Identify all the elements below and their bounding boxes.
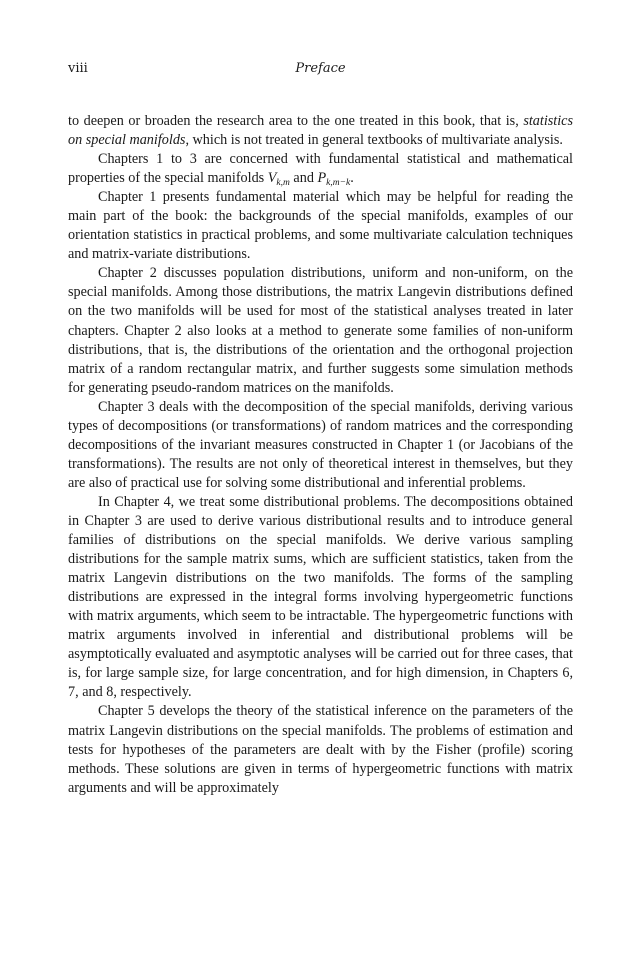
paragraph xyxy=(68,150,573,188)
paragraph xyxy=(68,398,573,493)
text-run: Chapter 1 presents fundamental material which may be helpful for reading the main part of the book: the backgrounds of the special manifolds, examples of our orientation statistics in practical problems, and some multivariate calculation techniques and matrix-variate distributions. xyxy=(68,189,573,263)
paragraph xyxy=(68,702,573,797)
math-symbol: $P_{k,m-k}$ xyxy=(317,170,351,189)
math-symbol: $V_{k,m}$ xyxy=(267,170,290,189)
running-title: Preface xyxy=(295,61,346,76)
text-run: Chapter 5 develops the theory of the statistical inference on the parameters of the matrix Langevin distributions on the special manifolds. The problems of estimation and tests for hypotheses of the parameters are dealt with by the Fisher (profile) scoring methods. These solutions are given in terms of hypergeometric functions with matrix arguments and will be approximately xyxy=(68,703,573,796)
text-run: , which is not treated in general textbooks of multivariate analysis. xyxy=(185,132,563,149)
running-head xyxy=(68,61,573,79)
emphasized-text: statistics on special manifolds xyxy=(68,113,573,149)
paragraph xyxy=(68,188,573,264)
text-run: and xyxy=(289,170,318,187)
text-run: Chapters 1 to 3 are concerned with fundamental statistical and mathematical properties of the special manifolds xyxy=(68,151,573,187)
body-text xyxy=(68,112,573,798)
paragraph xyxy=(68,493,573,703)
paragraph xyxy=(68,264,573,397)
text-run: to deepen or broaden the research area to the one treated in this book, that is, xyxy=(68,113,524,129)
text-run: Chapter 2 discusses population distributions, uniform and non-uniform, on the special manifolds. Among those distributions, the matrix Langevin distributions defined on the two manifolds will be used for most of the statistical analyses treated in later chapters. Chapter 2 also looks at a method to generate some families of non-uniform distributions, that is, the distributions of the orientation and the orthogonal projection matrix of a random rectangular matrix, and further suggests some simulation methods for generating pseudo-random matrices on the manifolds. xyxy=(68,265,573,396)
page-number: viii xyxy=(68,61,88,76)
text-run: . xyxy=(350,170,354,187)
math-subscript: k,m xyxy=(276,178,290,189)
paragraph xyxy=(68,112,573,150)
text-run: In Chapter 4, we treat some distributional problems. The decompositions obtained in Chapter 3 are used to derive various distributional results and to introduce general families of distributions on the special manifolds. We derive various sampling distributions for the sample matrix sums, which are sufficient statistics, taken from the matrix Langevin distributions on the two manifolds. The forms of the sampling distributions are expressed in the integral forms involving hypergeometric functions with matrix arguments, which seem to be intractable. The hypergeometric functions with matrix arguments involved in inferential and distributional problems will be asymptotically evaluated and asymptotic analyses will be carried out for three cases, that is, for large sample size, for large concentration, and for high dimension, in Chapters 6, 7, and 8, respectively. xyxy=(68,493,573,701)
math-subscript: k,m−k xyxy=(326,178,351,189)
text-run: Chapter 3 deals with the decomposition of the special manifolds, deriving various types of decompositions (or transformations) of random matrices and the corresponding decompositions of the invariant measures constructed in Chapter 1 (or Jacobians of the transformations). The results are not only of theoretical interest in themselves, but they are also of practical use for solving some distributional and inferential problems. xyxy=(68,398,573,491)
